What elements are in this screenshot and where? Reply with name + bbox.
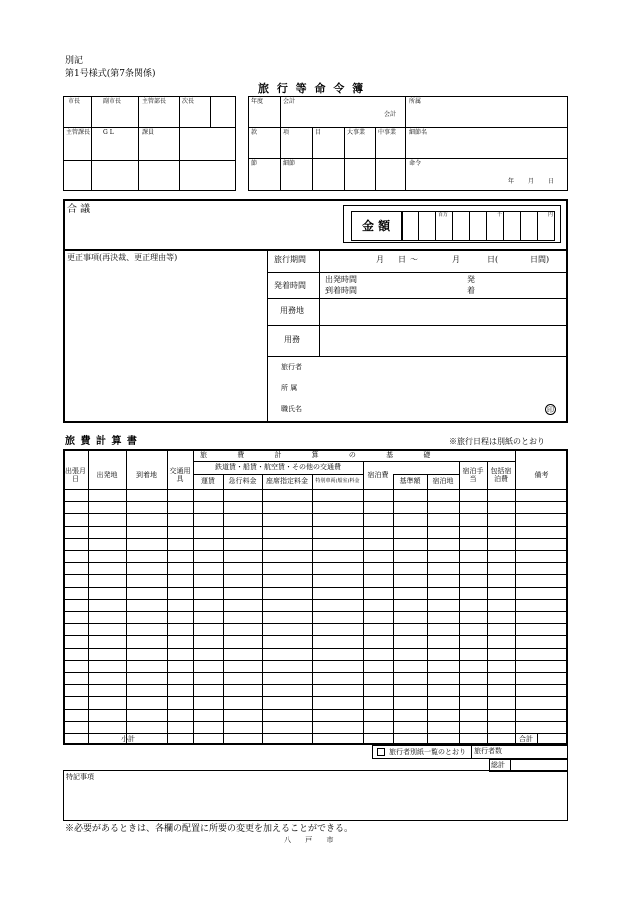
table-row <box>63 672 568 673</box>
table-row <box>63 648 568 649</box>
col-package: 包括宿泊費 <box>490 466 512 483</box>
arrive-time-label: 到着時間 <box>325 286 357 295</box>
table-row <box>63 526 568 527</box>
page-title: 旅 行 等 命 令 簿 <box>258 82 366 95</box>
purpose-label: 用務 <box>284 335 300 344</box>
col-base: 基準額 <box>399 477 421 486</box>
table-row <box>63 550 568 551</box>
mayor-label: 市長 <box>68 98 81 105</box>
setsu-label: 節 <box>251 160 258 167</box>
table-row <box>63 501 568 502</box>
staff-label: 課員 <box>142 129 155 136</box>
list-note-checkbox[interactable] <box>377 748 466 756</box>
col-date: 出張月日 <box>65 466 86 483</box>
hundred-million-unit: 百万 <box>438 212 449 218</box>
footer-note: ※必要があるときは、各欄の配置に所要の変更を加えることができる。 <box>65 824 354 834</box>
table-row <box>63 599 568 600</box>
subtotal-label: 小計 <box>121 734 135 743</box>
table-row <box>63 513 568 514</box>
travel-period-label: 旅行期間 <box>274 255 306 264</box>
consult-label: 合 議 <box>67 204 91 215</box>
period-tilde: 〜 <box>410 255 418 264</box>
arrive-char: 着 <box>467 286 475 295</box>
col-to: 到着地 <box>136 470 157 479</box>
table-row <box>63 635 568 636</box>
traveler-label: 旅行者 <box>281 363 302 371</box>
dept-head-label: 主管部長 <box>142 98 167 105</box>
total-label: 合計 <box>519 734 533 743</box>
account-suffix: 会計 <box>384 111 397 118</box>
place-label: 用務地 <box>280 306 304 315</box>
seal-icon: 印 <box>547 405 554 414</box>
traveler-count-label: 旅行者数 <box>474 747 502 755</box>
account-label: 会計 <box>283 98 296 105</box>
grand-total-label: 総計 <box>491 761 505 769</box>
form-number: 第1号様式(第7条関係) <box>65 69 156 79</box>
thousand-unit: 千 <box>497 212 503 218</box>
table-row <box>63 574 568 575</box>
deputy-mayor-label: 副市長 <box>103 98 122 105</box>
basis-label: 旅 費 計 算 の 基 礎 <box>200 451 445 459</box>
period-days-close: 日間) <box>530 255 550 264</box>
table-row <box>63 684 568 685</box>
period-month-1: 月 <box>376 255 384 264</box>
special-notes-box <box>63 770 568 821</box>
order-year: 年 <box>508 178 515 185</box>
table-row <box>63 562 568 563</box>
period-day-1: 日 <box>398 255 406 264</box>
col-allowance: 宿泊手当 <box>462 466 484 483</box>
order-day: 日 <box>548 178 555 185</box>
sub-head-label: 次長 <box>182 98 195 105</box>
traveler-name-label: 職氏名 <box>281 405 302 413</box>
correction-label: 更正事項(再決裁、更正理由等) <box>67 253 178 262</box>
section-head-label: 主管課長 <box>66 129 91 136</box>
kou-label: 項 <box>283 129 290 136</box>
detail-name-label: 細節名 <box>409 129 428 136</box>
amount-label: 金 額 <box>362 219 391 233</box>
col-seat: 座席指定料金 <box>266 477 308 486</box>
moku-label: 目 <box>315 129 322 136</box>
table-row <box>63 660 568 661</box>
col-fare-group: 鉄道賃・船賃・航空賃・その他の交通費 <box>215 463 341 472</box>
city-name: 八 戸 市 <box>284 836 340 844</box>
saisetsu-label: 細節 <box>283 160 296 167</box>
time-label: 発着時間 <box>274 281 306 290</box>
traveler-dept-label: 所 属 <box>281 384 298 392</box>
table-row <box>63 623 568 624</box>
table-row <box>63 696 568 697</box>
list-note-label: 旅行者別紙一覧のとおり <box>389 748 466 756</box>
depart-char: 発 <box>467 275 475 284</box>
special-notes-label: 特記事項 <box>66 773 94 781</box>
calc-note: ※旅行日程は別紙のとおり <box>449 437 545 446</box>
budget-table <box>248 96 568 191</box>
table-row <box>63 538 568 539</box>
table-row <box>63 611 568 612</box>
kan-label: 款 <box>251 129 258 136</box>
table-row <box>63 709 568 710</box>
order-month: 月 <box>528 178 535 185</box>
col-fare: 運賃 <box>201 477 215 486</box>
dept-label: 所属 <box>409 98 422 105</box>
fiscal-year-label: 年度 <box>251 98 264 105</box>
period-days-open: 日( <box>487 255 499 264</box>
gl-label: G L <box>103 129 114 136</box>
calc-table <box>63 449 568 745</box>
col-place: 宿泊地 <box>432 477 454 486</box>
annex-label: 別記 <box>65 56 84 66</box>
period-month-2: 月 <box>452 255 460 264</box>
calc-title: 旅 費 計 算 書 <box>65 436 138 447</box>
col-special: 特別車両(船室)料金 <box>315 477 360 484</box>
medium-project-label: 中事業 <box>378 129 397 136</box>
depart-time-label: 出発時間 <box>325 275 357 284</box>
col-express: 急行料金 <box>228 477 257 486</box>
major-project-label: 大事業 <box>347 129 366 136</box>
col-from: 出発地 <box>96 470 118 479</box>
table-row <box>63 721 568 722</box>
yen-unit: 円 <box>548 212 554 218</box>
table-row <box>63 587 568 588</box>
col-transport: 交通用具 <box>169 466 191 483</box>
order-label: 命令 <box>409 160 422 167</box>
col-remarks: 備考 <box>534 470 549 479</box>
col-lodging: 宿泊費 <box>367 470 389 479</box>
